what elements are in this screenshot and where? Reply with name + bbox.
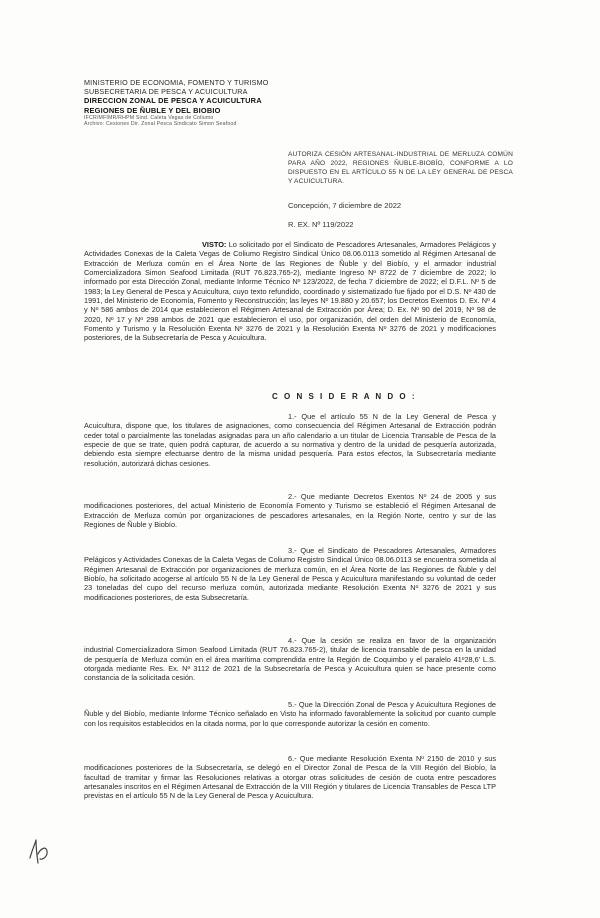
resolution-number: R. EX. Nº 119/2022 bbox=[288, 220, 354, 229]
considerando-4: 4.- Que la cesión se realiza en favor de la organización industrial Comercializadora Simon Seafood Limitada (RUT 76.823.765-2), titular de licencia transable de pesca en la unidad de pesquería de Merluza común en el área marítima comprendida entre la Región de Coquimbo y el paralelo 41º28,6' L.S. otorgada mediante Res. Ex. Nº 3112 de 2021 de la Subsecretaría de Pesca y Acuicultura quien se hace presente como constancia de la solicitada cesión. bbox=[84, 636, 496, 683]
resolution-subject: AUTORIZA CESIÓN ARTESANAL-INDUSTRIAL DE MERLUZA COMÚN PARA AÑO 2022, REGIONES ÑUBLE-BIOBÍO, CONFORME A LO DISPUESTO EN EL ARTÍCULO 55 N DE LA LEY GENERAL DE PESCA Y ACUICULTURA. bbox=[288, 151, 513, 185]
direction-name: DIRECCION ZONAL DE PESCA Y ACUICULTURA bbox=[84, 96, 262, 106]
subsecretaria-name: SUBSECRETARIA DE PESCA Y ACUICULTURA bbox=[84, 87, 248, 97]
considerando-1: 1.- Que el artículo 55 N de la Ley General de Pesca y Acuicultura, dispone que, los titulares de asignaciones, como consecuencia del Régimen Artesanal de Extracción podrán ceder total o parcialmente las toneladas asignadas para un año calendario a un titular de Licencia Transable de Pesca de la especie de que se trate, quien podrá capturar, de acuerdo a su normativa y dentro de la unidad de pesquería autorizada, debiendo esta siempre efectuarse dentro de la misma unidad pesquería. Para estos efectos, la Subsecretaría mediante resolución, autorizará dichas cesiones. bbox=[84, 412, 496, 468]
region-name: REGIONES DE ÑUBLE Y DEL BIOBIO bbox=[84, 105, 221, 115]
document-date: Concepción, 7 diciembre de 2022 bbox=[288, 201, 402, 210]
visto-text: Lo solicitado por el Sindicato de Pescadores Artesanales, Armadores Pelágicos y Actividades Conexas de la Caleta Vegas de Coliumo Registro Sindical Único 08.06.0113 sometido al Régimen Artesanal de Extracción de Merluza común en el Área Norte de las Regiones de Ñuble y del Biobío, y el armador industrial Comercializadora Simon Seafood Limitada (RUT 76.823.765-2), mediante Ingreso Nº 8722 de 7 diciembre de 2022; lo informado por esta Dirección Zonal, mediante Informe Técnico Nº 123/2022, de fecha 7 diciembre de 2022; el D.F.L. Nº 5 de 1983; la Ley General de Pesca y Acuicultura, cuyo texto refundido, coordinado y sistematizado fue fijado por el D.S. Nº 430 de 1991, del Ministerio de Economía, Fomento y Reconstrucción; las leyes Nº 19.880 y 20.657; los Decretos Exentos D. Ex. Nº 4 y Nº 586 ambos de 2014 que establecieron el Régimen Artesanal de Extracción por Área; D. Ex. Nº 90 del 2019, Nº 98 de 2020, Nº 17 y Nº 298 ambos de 2021 que establecieron el uso, por organización, del orden del Ministerio de Economía, Fomento y Turismo y la Resolución Exenta Nº 3276 de 2021 y la Resolución Exenta Nº 3276 de 2021 y modificaciones posteriores, de la Subsecretaría de Pesca y Acuicultura. bbox=[84, 240, 496, 343]
considerando-heading: C O N S I D E R A N D O : bbox=[272, 392, 417, 401]
considerando-6: 6.- Que mediante Resolución Exenta Nº 2150 de 2010 y sus modificaciones posteriores de la Subsecretaría, se delegó en el Director Zonal de Pesca de la VIII Región del Biobío, la facultad de tramitar y firmar las Resoluciones relativas a otorgar otras solicitudes de cesión de cuota entre pescadores artesanales inscritos en el Régimen Artesanal de Extracción de la VIII Región y titulares de Licencia Transables de Pesca LTP previstas en el artículo 55 N de la Ley General de Pesca y Acuicultura. bbox=[84, 754, 496, 801]
handwritten-initials bbox=[26, 836, 52, 866]
ministry-name: MINISTERIO DE ECONOMIA, FOMENTO Y TURISMO bbox=[84, 78, 269, 87]
considerando-5: 5.- Que la Dirección Zonal de Pesca y Acuicultura Regiones de Ñuble y del Biobío, mediante Informe Técnico señalado en Visto ha informado favorablemente la solicitud por cuanto cumple con los requisitos establecidos en la citada norma, por lo que corresponde autorizar la cesión en comento. bbox=[84, 700, 496, 728]
considerando-2: 2.- Que mediante Decretos Exentos Nº 24 de 2005 y sus modificaciones posteriores, del actual Ministerio de Economía Fomento y Turismo se estableció el Régimen Artesanal de Extracción de Merluza común por organizaciones de pescadores artesanales, en la Región Norte, centro y sur de las Regiones de Ñuble y Biobío. bbox=[84, 492, 496, 530]
visto-paragraph bbox=[84, 240, 496, 343]
archive-note: Archivo: Cesiones Dir. Zonal Pesca Sindicato Simon Seafood bbox=[84, 121, 237, 128]
visto-label: VISTO: bbox=[202, 240, 227, 249]
letterhead bbox=[84, 78, 294, 128]
reference-initials: IFCR/MFIMR/RHPM Sind. Caleta Vegas de Coliumo bbox=[84, 114, 214, 121]
considerando-3: 3.- Que el Sindicato de Pescadores Artesanales, Armadores Pelágicos y Actividades Conexas de la Caleta Vegas de Coliumo Registro Sindical Único 08.06.0113 se encuentra sometida al Régimen Artesanal de Extracción por organizaciones de merluza común, en el Área Norte de las Regiones de Ñuble y del Biobío, ha solicitado acogerse al artículo 55 N de la Ley General de Pesca y Acuicultura manifestando su voluntad de ceder 23 toneladas del cupo del recurso merluza común, autorizada mediante Resolución Exenta Nº 3276 de 2021 y sus modificaciones posteriores, de esta Subsecretaría. bbox=[84, 546, 496, 602]
